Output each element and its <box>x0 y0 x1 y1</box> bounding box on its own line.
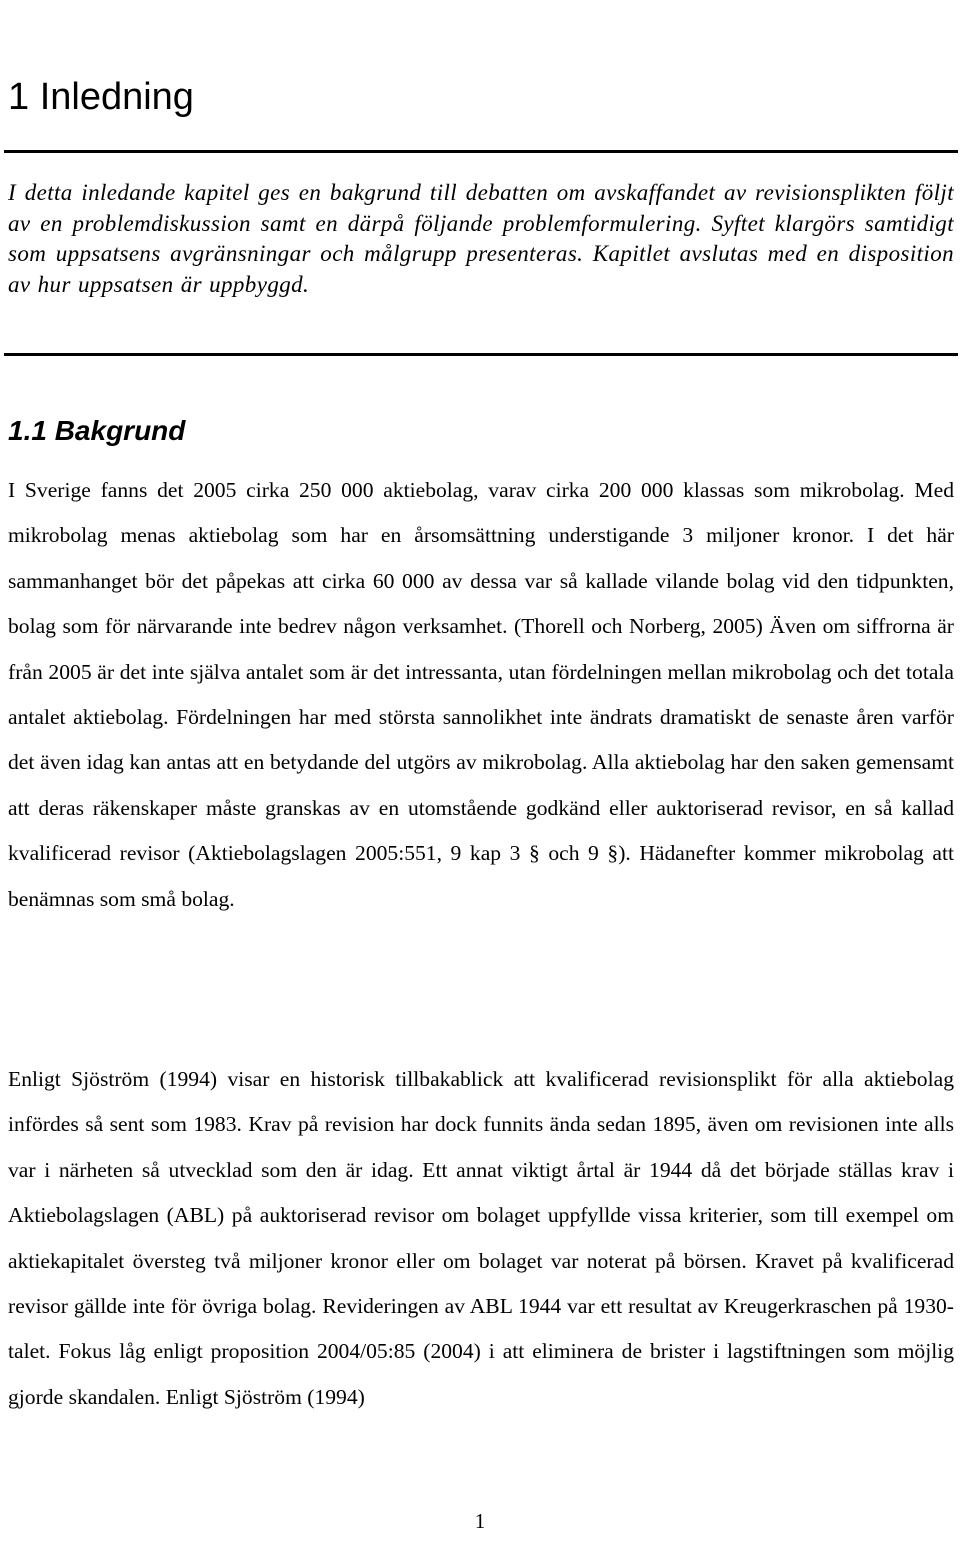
section-title: 1.1 Bakgrund <box>8 415 186 446</box>
bottom-rule <box>4 353 958 356</box>
body-paragraph-2: Enligt Sjöström (1994) visar en historisk tillbakablick att kvalificerad revisionsplikt för alla aktiebolag infördes så sent som 1983. Krav på revision har dock funnits ända sedan 1895, även om revisionen inte alls var i närheten så utvecklad som den är idag. Ett annat viktigt årtal är 1944 då det började ställas krav i Aktiebolagslagen (ABL) på auktoriserad revisor om bolaget uppfyllde vissa kriterier, som till exempel om aktiekapitalet översteg två miljoner kronor eller om bolaget var noterat på börsen. Kravet på kvalificerad revisor gällde inte för övriga bolag. Revideringen av ABL 1944 var ett resultat av Kreugerkraschen på 1930-talet. Fokus låg enligt proposition 2004/05:85 (2004) i att eliminera de brister i lagstiftningen som möjlig gjorde skandalen. Enligt Sjöström (1994) <box>8 1067 954 1409</box>
body-paragraph-1: I Sverige fanns det 2005 cirka 250 000 aktiebolag, varav cirka 200 000 klassas som mikrobolag. Med mikrobolag menas aktiebolag som har en årsomsättning understigande 3 miljoner kronor. I det här sammanhanget bör det påpekas att cirka 60 000 av dessa var så kallade vilande bolag vid den tidpunkten, bolag som för närvarande inte bedrev någon verksamhet. (Thorell och Norberg, 2005) Även om siffrorna är från 2005 är det inte själva antalet som är det intressanta, utan fördelningen mellan mikrobolag och det totala antalet aktiebolag. Fördelningen har med största sannolikhet inte ändrats dramatiskt de senaste åren varför det även idag kan antas att en betydande del utgörs av mikrobolag. Alla aktiebolag har den saken gemensamt att deras räkenskaper måste granskas av en utomstående godkänd eller auktoriserad revisor, en så kallad kvalificerad revisor (Aktiebolagslagen 2005:551, 9 kap 3 § och 9 §). Hädanefter kommer mikrobolag att benämnas som små bolag. <box>8 478 954 911</box>
page-number: 1 <box>474 1509 486 1533</box>
chapter-abstract: I detta inledande kapitel ges en bakgrund till debatten om avskaffandet av revisionsplikten följt av en problemdiskussion samt en därpå följande problemformulering. Syftet klargörs samtidigt som uppsatsens avgränsningar och målgrupp presenteras. Kapitlet avslutas med en disposition av hur uppsatsen är uppbyggd. <box>8 180 954 297</box>
chapter-title: 1 Inledning <box>8 76 194 118</box>
top-rule <box>4 150 958 153</box>
